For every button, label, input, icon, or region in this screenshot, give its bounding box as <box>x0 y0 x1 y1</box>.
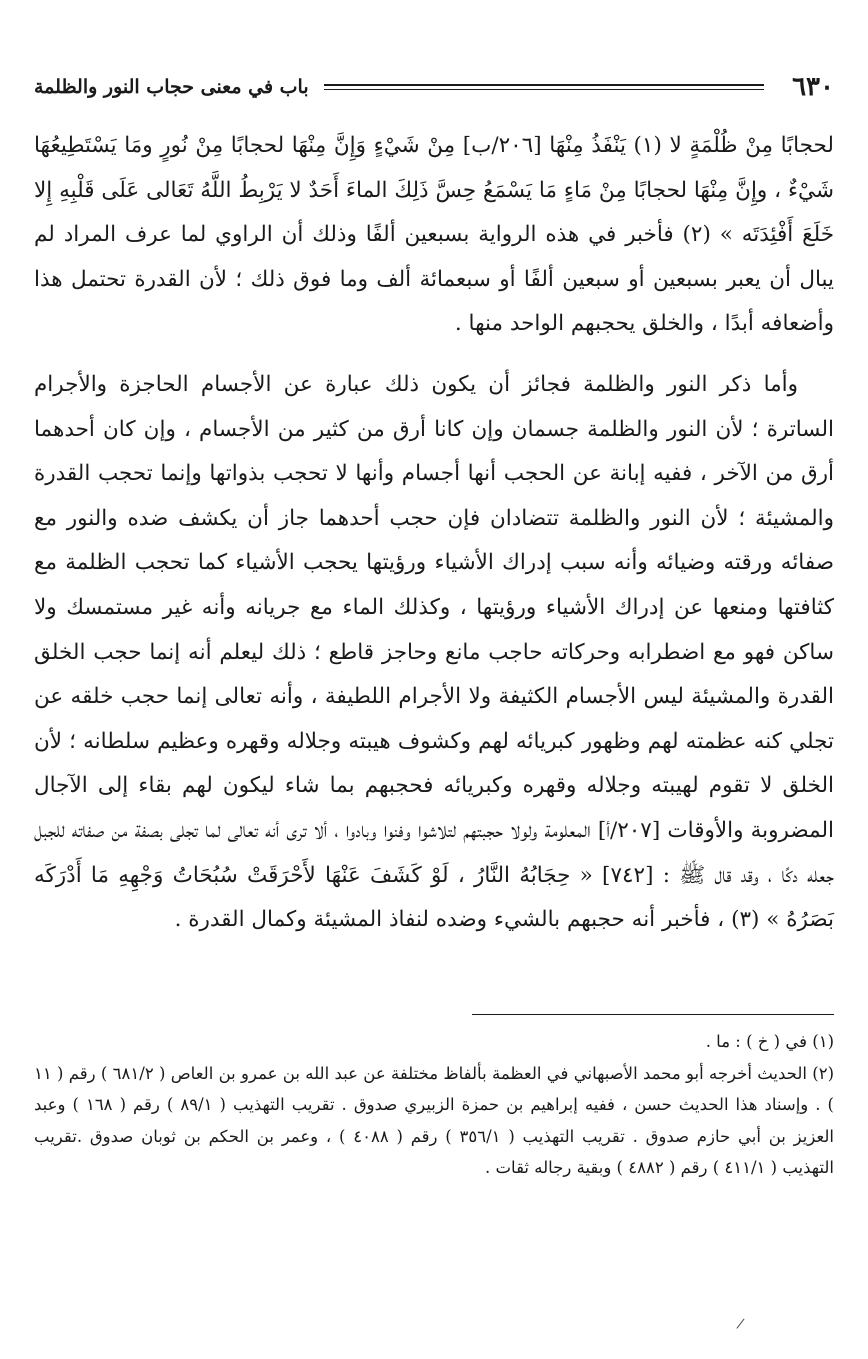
paragraph-1: لحجابًا مِنْ ظُلْمَةٍ لا (١) يَنْفَذُ مِنْهَا [٢٠٦/ب] مِنْ شَيْءٍ وَإِنَّ مِنْهَا لحجابًا مِنْ نُورٍ ومَا يَسْتَطِيعُهَا شَيْءٌ ، وإِنَّ مِنْهَا لحجابًا مِنْ مَاءٍ مَا يَسْمَعُ حِسَّ ذَلِكَ الماءَ أَحَدٌ لا يَرْبِطُ اللَّهُ تَعَالى عَلَى قَلْبِهِ إِلا خَلَعَ أَفْئِدَتَه » (٢) فأخبر في هذه الرواية بسبعين ألفًا وذلك أن الراوي لما عرف المراد لم يبال أن يعبر بسبعين أو سبعين ألفًا أو سبعمائة ألف وما فوق ذلك ؛ لأن القدرة تحتمل هذا وأضعافه أبدًا ، والخلق يحجبهم الواحد منها . <box>34 133 834 337</box>
header-rule <box>324 84 764 90</box>
page-number: ٦٣٠ <box>792 72 834 102</box>
footnote-2: (٢) الحديث أخرجه أبو محمد الأصبهاني في العظمة بألفاظ مختلفة عن عبد الله بن عمرو بن العاص ( ٦٨١/٢ ) رقم ( ١١ ) . وإسناد هذا الحديث حسن ، ففيه إبراهيم بن حمزة الزبيري صدوق . تقريب التهذيب ( ٨٩/١ ) رقم ( ١٦٨ ) وعبد العزيز بن أبي حازم صدوق . تقريب التهذيب ( ٣٥٦/١ ) رقم ( ٤٠٨٨ ) ، وعمر بن الحكم بن ثوبان صدوق .تقريب التهذيب ( ٤١١/١ ) رقم ( ٤٨٨٢ ) وبقية رجاله ثقات . <box>34 1063 835 1177</box>
scan-mark: / <box>735 1315 746 1333</box>
main-text <box>34 124 834 943</box>
footnotes <box>34 1026 834 1184</box>
chapter-title: باب في معنى حجاب النور والظلمة <box>34 76 309 98</box>
running-header <box>34 70 834 110</box>
footnote-separator <box>472 1014 834 1015</box>
paragraph-2: وأما ذكر النور والظلمة فجائز أن يكون ذلك عبارة عن الأجسام الحاجزة والأجرام الساترة ؛ لأن النور والظلمة جسمان وإن كانا أرق من كثير من الأجسام ، وإن كان أحدهما أرق من الآخر ، ففيه إبانة عن الحجب أنها أجسام وأنها لا تحجب بذواتها وإنما تحجب القدرة والمشيئة ؛ لأن النور والظلمة تتضادان فإن حجب أحدهما جاز أن يكشف ضده والنور مع صفائه ورقته وضيائه وأنه سبب إدراك الأشياء ورؤيتها يحجب الأشياء كما تحجب الظلمة مع كثافتها ومنعها عن إدراك الأشياء ورؤيتها ، وكذلك الماء مع جريانه وأنه غير مستمسك ولا ساكن فهو مع اضطرابه وحركاته حاجب مانع وحاجز قاطع ؛ ذلك ليعلم أنه إنما حجب الخلق القدرة والمشيئة ليس الأجسام الكثيفة ولا الأجرام اللطيفة ، وأنه تعالى إنما حجب خلقه عن تجلي كنه عظمته لهم وظهور كبريائه لهم وكشوف هيبته وجلاله وقهره وعظيم سلطانه ؛ لأن الخلق لا تقوم لهيبته وجلاله وقهره وكبريائه فحجبهم بما شاء ليكون لهم بقاء إلى الآجال المضروبة والأوقات [٢٠٧/أ] المعلومة ولولا حجبتهم لتلاشوا وفنوا وبادوا ، ألا ترى أنه تعالى لما تجلى بصفة من صفاته للجبل جعله دكًا ، وقد قال ﷺ : [٧٤٢] « حِجَابُهُ النَّارُ ، لَوْ كَشَفَ عَنْهَا لأَحْرَقَتْ سُبُحَاتُ وَجْهِهِ مَا أَدْرَكَه بَصَرُهُ » (٣) ، فأخبر أنه حجبهم بالشيء وضده لنفاذ المشيئة وكمال القدرة . <box>34 371 834 933</box>
footnote-1: (١) في ( خ ) : ما . <box>705 1032 834 1051</box>
